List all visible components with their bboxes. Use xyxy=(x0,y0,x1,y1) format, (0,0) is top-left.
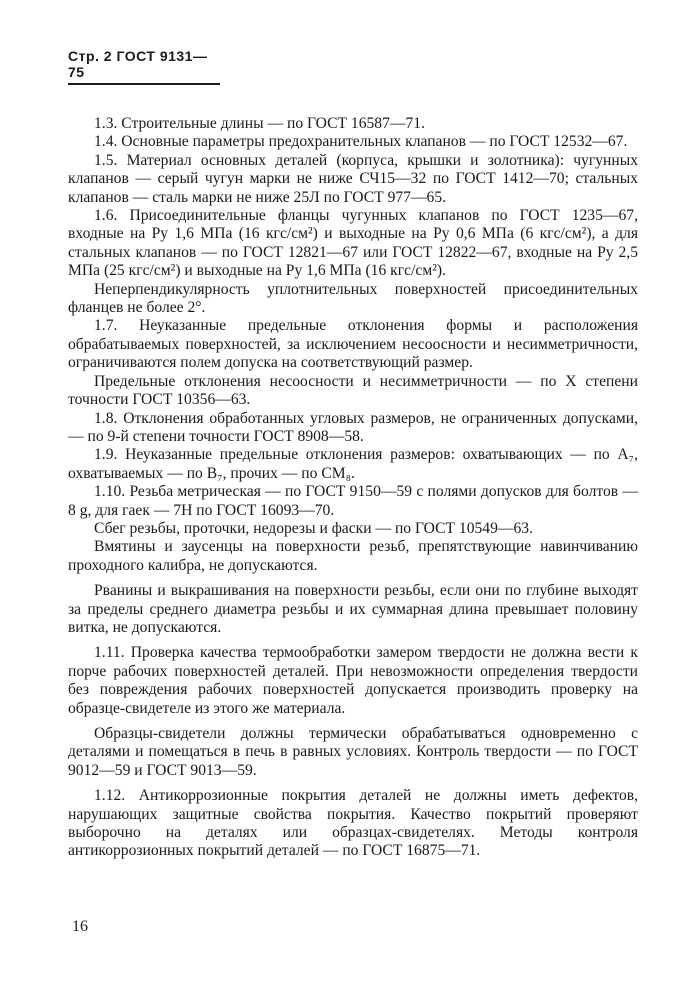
clause-1-10-dents: Вмятины и заусенцы на поверхности резьб, препятствующие навинчиванию проходного калибра, не допускаются. xyxy=(68,538,638,574)
page-number: 16 xyxy=(72,918,88,935)
clause-1-9: 1.9. Неуказанные предельные отклонения размеров: охватывающих — по A₇, охватываемых — по B₇, прочих — по CM₈. xyxy=(68,446,638,482)
clause-1-3: 1.3. Строительные длины — по ГОСТ 16587—71. xyxy=(94,115,425,132)
clause-1-11-samples: Образцы-свидетели должны термически обрабатываться одновременно с деталями и помещаться в печь в равных условиях. Контроль твердости — по ГОСТ 9012—59 и ГОСТ 9013—59. xyxy=(68,725,638,779)
clause-1-5: 1.5. Материал основных деталей (корпуса, крышки и золотника): чугунных клапанов — серый чугун марки не ниже СЧ15—32 по ГОСТ 1412—70; стальных клапанов — сталь марки не ниже 25Л по ГОСТ 977—65. xyxy=(68,151,638,206)
clause-1-10-tears: Рванины и выкрашивания на поверхности резьбы, если они по глубине выходят за пределы среднего диаметра резьбы и их суммарная длина превышает половину витка, не допускаются. xyxy=(68,582,638,636)
clause-1-10-runout: Сбег резьбы, проточки, недорезы и фаски — по ГОСТ 10549—63. xyxy=(94,519,533,537)
document-page xyxy=(68,48,638,861)
clause-1-11: 1.11. Проверка качества термообработки замером твердости не должна вести к порче рабочих поверхностей деталей. При невозможности определения твердости без повреждения рабочих поверхностей допускается производить проверку на образце-свидетеле из этого же материала. xyxy=(68,644,638,717)
clause-1-12: 1.12. Антикоррозионные покрытия деталей не должны иметь дефектов, нарушающих защитные свойства покрытия. Качество покрытий проверяют выборочно на деталях или образцах-свидетелях. Методы контроля антикоррозионных покрытий деталей — по ГОСТ 16875—71. xyxy=(68,787,638,860)
clause-1-7-note: Предельные отклонения несоосности и несимметричности — по X степени точности ГОСТ 10356—63. xyxy=(68,372,638,409)
clause-1-4: 1.4. Основные параметры предохранительных клапанов — по ГОСТ 12532—67. xyxy=(94,133,628,151)
clause-1-8: 1.8. Отклонения обработанных угловых размеров, не ограниченных допусками, — по 9-й степени точности ГОСТ 8908—58. xyxy=(68,409,638,445)
clause-1-6-note: Неперпендикулярность уплотнительных поверхностей присоединительных фланцев не более 2°. xyxy=(68,280,638,317)
running-head: Стр. 2 ГОСТ 9131—75 xyxy=(68,48,220,85)
clause-1-7: 1.7. Неуказанные предельные отклонения формы и расположения обрабатываемых поверхностей, за исключением несоосности и несимметричности, ограничиваются полем допуска на соответствующий размер. xyxy=(68,317,638,372)
clause-1-10: 1.10. Резьба метрическая — по ГОСТ 9150—59 с полями допусков для болтов — 8 g, для гаек — 7H по ГОСТ 16093—70. xyxy=(68,483,638,519)
clause-1-6: 1.6. Присоединительные фланцы чугунных клапанов по ГОСТ 1235—67, входные на Pу 1,6 МПа (16 кгс/см²) и выходные на Pу 0,6 МПа (6 кгс/см²), а для стальных клапанов — по ГОСТ 12821—67 или ГОСТ 12822—67, входные на Pу 2,5 МПа (25 кгс/см²) и выходные на Pу 1,6 МПа (16 кгс/см²). xyxy=(68,207,638,280)
